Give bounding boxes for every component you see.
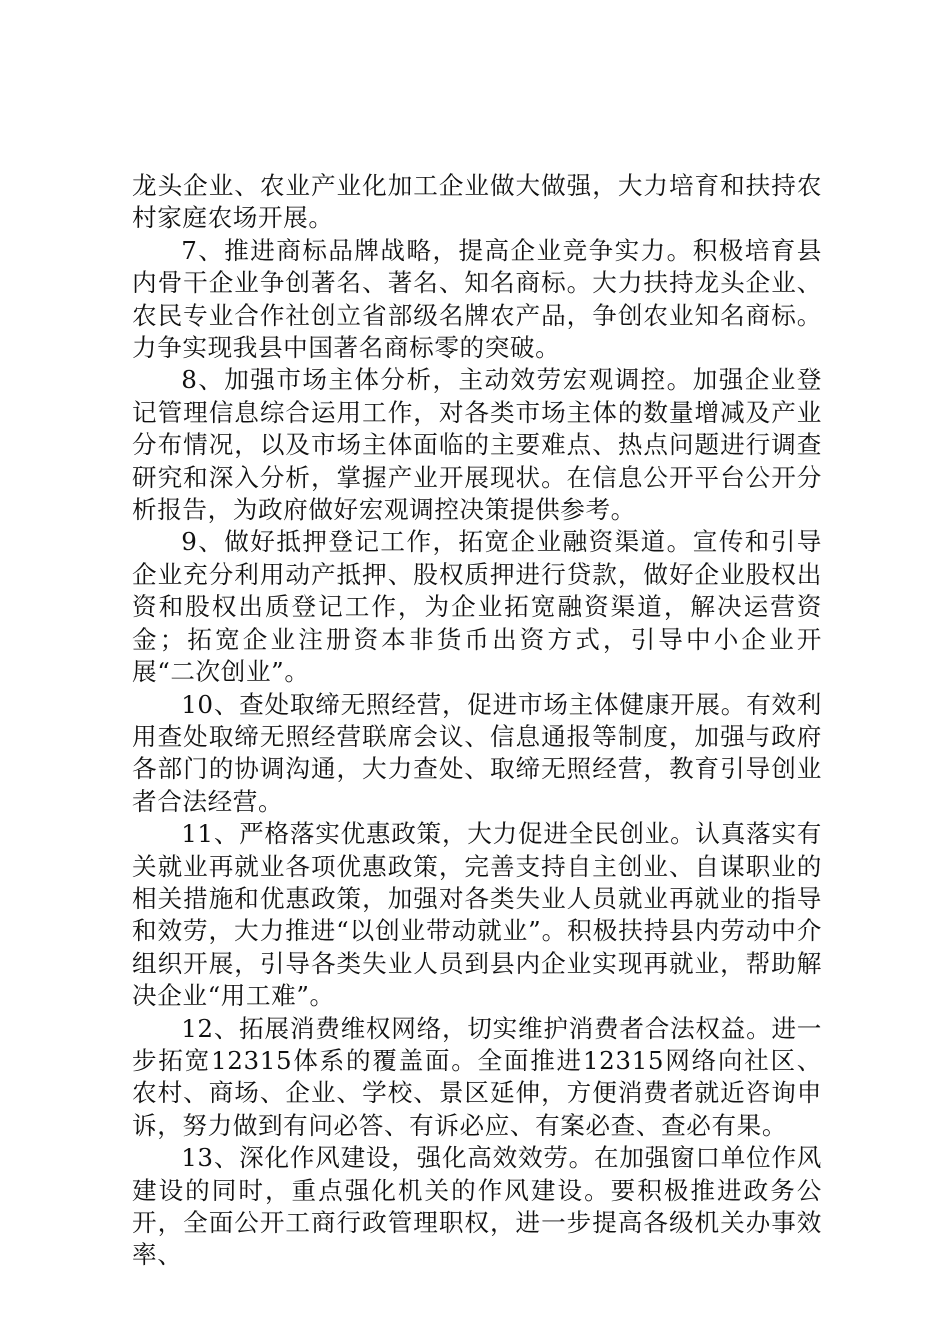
paragraph-8: 13、深化作风建设，强化高效效劳。在加强窗口单位作风建设的同时，重点强化机关的作风建设。要积极推进政务公开，全面公开工商行政管理职权，进一步提高各级机关办事效率、 [132, 1143, 822, 1270]
paragraph-1: 龙头企业、农业产业化加工企业做大做强，大力培育和扶持农村家庭农场开展。 [132, 171, 822, 233]
document-page [132, 170, 822, 1272]
paragraph-7: 12、拓展消费维权网络，切实维护消费者合法权益。进一步拓宽12315体系的覆盖面。全面推进12315网络向社区、农村、商场、企业、学校、景区延伸，方便消费者就近咨询申诉，努力做到有问必答、有诉必应、有案必查、查必有果。 [132, 1013, 822, 1140]
paragraph-2: 7、推进商标品牌战略，提高企业竞争实力。积极培育县内骨干企业争创著名、著名、知名商标。大力扶持龙头企业、农民专业合作社创立省部级名牌农产品，争创农业知名商标。力争实现我县中国著名商标零的突破。 [132, 235, 822, 363]
paragraph-6: 11、严格落实优惠政策，大力促进全民创业。认真落实有关就业再就业各项优惠政策，完善支持自主创业、自谋职业的相关措施和优惠政策，加强对各类失业人员就业再就业的指导和效劳，大力推进“以创业带动就业”。积极扶持县内劳动中介组织开展，引导各类失业人员到县内企业实现再就业，帮助解决企业“用工难”。 [132, 819, 822, 1011]
paragraph-5: 10、查处取缔无照经营，促进市场主体健康开展。有效利用查处取缔无照经营联席会议、信息通报等制度，加强与政府各部门的协调沟通，大力查处、取缔无照经营，教育引导创业者合法经营。 [132, 689, 822, 816]
paragraph-4: 9、做好抵押登记工作，拓宽企业融资渠道。宣传和引导企业充分利用动产抵押、股权质押进行贷款，做好企业股权出资和股权出质登记工作，为企业拓宽融资渠道，解决运营资金；拓宽企业注册资本非货币出资方式，引导中小企业开展“二次创业”。 [132, 527, 822, 687]
paragraph-3: 8、加强市场主体分析，主动效劳宏观调控。加强企业登记管理信息综合运用工作，对各类市场主体的数量增减及产业分布情况，以及市场主体面临的主要难点、热点问题进行调查研究和深入分析，掌握产业开展现状。在信息公开平台公开分析报告，为政府做好宏观调控决策提供参考。 [132, 365, 822, 525]
